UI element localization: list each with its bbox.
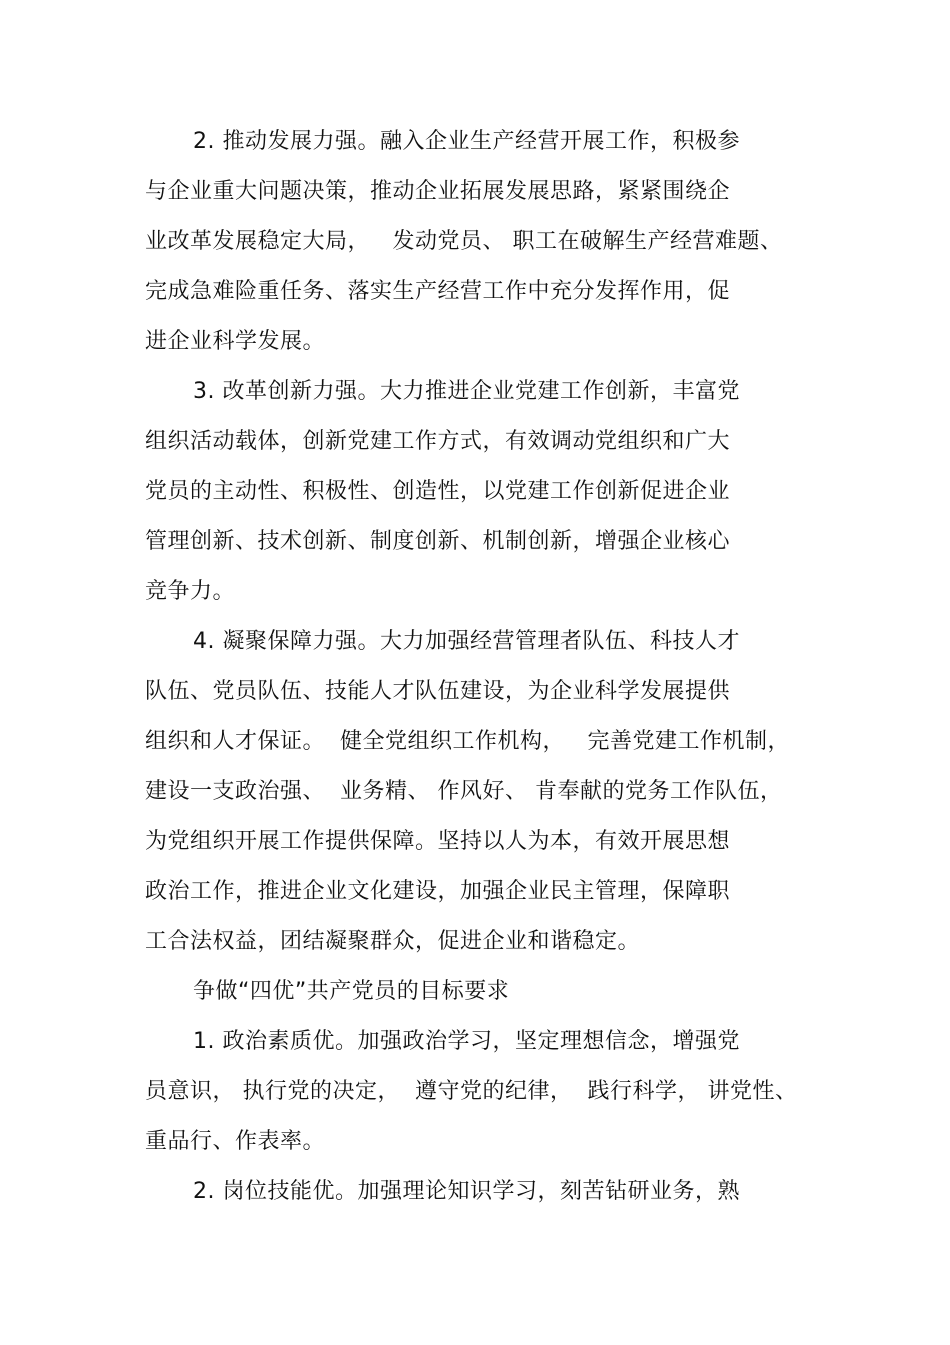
paragraph-line: 完成急难险重任务、落实生产经营工作中充分发挥作用，促 bbox=[145, 279, 731, 304]
section-heading: 争做“四优”共产党员的目标要求 bbox=[193, 979, 510, 1004]
paragraph-line: 党员的主动性、积极性、创造性，以党建工作创新促进企业 bbox=[145, 479, 731, 504]
paragraph-line: 组织和人才保证。 健全党组织工作机构， 完善党建工作机制， bbox=[145, 729, 790, 754]
paragraph-line: 3. 改革创新力强。大力推进企业党建工作创新，丰富党 bbox=[193, 379, 740, 404]
paragraph-line: 工合法权益，团结凝聚群众，促进企业和谐稳定。 bbox=[145, 929, 641, 954]
paragraph-line: 建设一支政治强、 业务精、 作风好、 肯奉献的党务工作队伍， bbox=[145, 779, 783, 804]
paragraph-line: 员意识， 执行党的决定， 遵守党的纪律， 践行科学， 讲党性、 bbox=[145, 1079, 798, 1104]
paragraph-line: 组织活动载体，创新党建工作方式，有效调动党组织和广大 bbox=[145, 429, 731, 454]
paragraph-line: 队伍、党员队伍、技能人才队伍建设，为企业科学发展提供 bbox=[145, 679, 731, 704]
paragraph-line: 进企业科学发展。 bbox=[145, 329, 326, 354]
paragraph-line: 管理创新、技术创新、制度创新、机制创新，增强企业核心 bbox=[145, 529, 731, 554]
paragraph-line: 4. 凝聚保障力强。大力加强经营管理者队伍、科技人才 bbox=[193, 629, 740, 654]
paragraph-line: 竞争力。 bbox=[145, 579, 236, 604]
paragraph-line: 重品行、作表率。 bbox=[145, 1129, 326, 1154]
paragraph-line: 业改革发展稳定大局， 发动党员、 职工在破解生产经营难题、 bbox=[145, 229, 783, 254]
paragraph-line: 2. 推动发展力强。融入企业生产经营开展工作，积极参 bbox=[193, 129, 740, 154]
paragraph-line: 2. 岗位技能优。加强理论知识学习，刻苦钻研业务，熟 bbox=[193, 1179, 740, 1204]
paragraph-line: 为党组织开展工作提供保障。坚持以人为本，有效开展思想 bbox=[145, 829, 731, 854]
paragraph-line: 与企业重大问题决策，推动企业拓展发展思路，紧紧围绕企 bbox=[145, 179, 731, 204]
paragraph-line: 1. 政治素质优。加强政治学习，坚定理想信念，增强党 bbox=[193, 1029, 740, 1054]
paragraph-line: 政治工作，推进企业文化建设，加强企业民主管理，保障职 bbox=[145, 879, 731, 904]
